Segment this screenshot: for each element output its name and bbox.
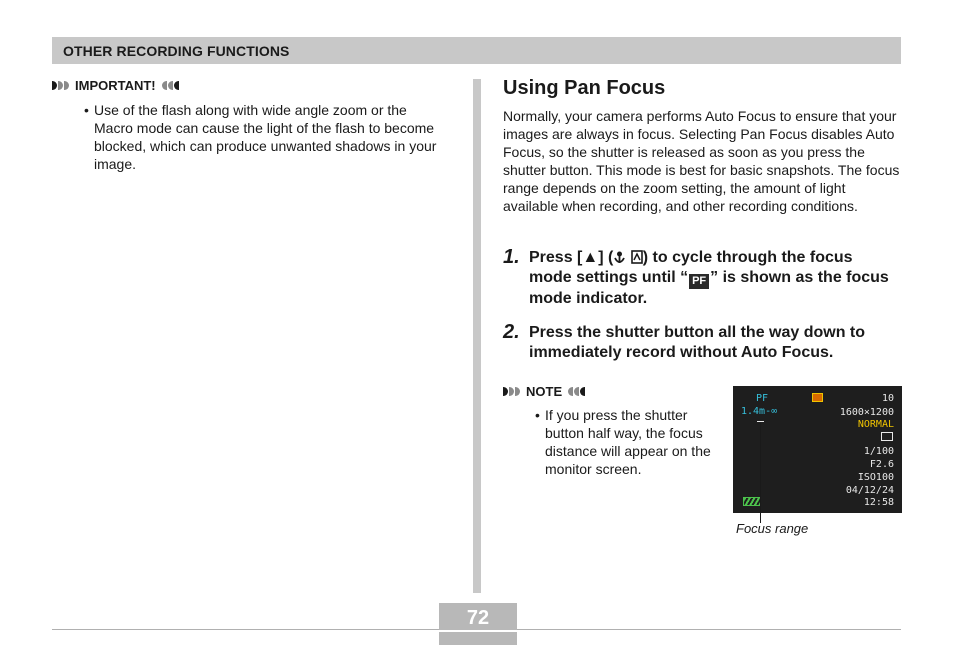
- column-divider: [473, 79, 481, 593]
- flash-mode-icon: [812, 393, 823, 402]
- step-1-text-b: ) to cycle through the focus mode settings until “: [529, 249, 853, 286]
- marker-right-icon: [503, 387, 520, 396]
- date-readout: 04/12/24: [845, 485, 894, 496]
- step-1-text: [529, 248, 899, 309]
- important-heading: [52, 78, 179, 93]
- step-2-number: 2.: [503, 321, 520, 343]
- bullet-glyph: •: [84, 102, 89, 118]
- focus-mode-indicator: PF: [756, 393, 769, 404]
- step-1-text-a: Press [▲] (: [529, 249, 614, 266]
- page-box-divider: [439, 630, 517, 632]
- metering-icon: [881, 432, 893, 441]
- macro-flower-icon: [613, 250, 626, 264]
- important-bullet: [84, 101, 444, 173]
- pan-focus-icon: PF: [689, 274, 709, 289]
- image-quality: NORMAL: [857, 419, 894, 430]
- focus-range-readout: 1.4m-∞: [741, 406, 778, 417]
- shutter-speed: 1/100: [863, 446, 894, 457]
- note-heading: [503, 384, 585, 399]
- note-text: If you press the shutter button half way, the focus distance will appear on the monitor screen.: [545, 407, 711, 477]
- marker-left-icon: [162, 81, 179, 90]
- manual-focus-icon: [631, 250, 643, 264]
- page-number-box: [439, 603, 517, 645]
- focus-range-callout-tick: [757, 421, 764, 422]
- battery-icon: [743, 497, 761, 506]
- section-header-title: OTHER RECORDING FUNCTIONS: [63, 43, 290, 59]
- shots-remaining: 10: [881, 393, 894, 404]
- figure-caption: Focus range: [736, 521, 809, 536]
- iso-setting: ISO100: [857, 472, 894, 483]
- step-1-text-c: ” is shown as the focus mode indicator.: [529, 269, 889, 307]
- important-text: Use of the flash along with wide angle zoom or the Macro mode can cause the light of the flash to become blocked, which can produce unwanted shadows in your image.: [94, 102, 437, 172]
- image-size: 1600×1200: [839, 407, 894, 418]
- camera-monitor-screen: [733, 386, 902, 513]
- marker-right-icon: [52, 81, 69, 90]
- aperture-value: F2.6: [869, 459, 894, 470]
- section-title: Using Pan Focus: [503, 77, 666, 99]
- note-bullet: [535, 406, 725, 478]
- section-header: [52, 37, 901, 64]
- important-label: IMPORTANT!: [75, 78, 156, 93]
- step-2-text: Press the shutter button all the way down to immediately record without Auto Focus.: [529, 324, 866, 361]
- page-number: 72: [466, 607, 490, 629]
- marker-left-icon: [568, 387, 585, 396]
- focus-range-callout-line: [760, 421, 761, 523]
- note-label: NOTE: [526, 384, 563, 399]
- step-1-number: 1.: [503, 246, 520, 268]
- time-readout: 12:58: [863, 497, 894, 508]
- intro-paragraph: Normally, your camera performs Auto Focus to ensure that your images are always in focus. Selecting Pan Focus disables Auto Focus, so the shutter is released as soon as you press the shutter button. This mode is best for basic snapshots. The focus range depends on the zoom setting, the amount of light available when recording, and other recording conditions.: [503, 108, 900, 214]
- bullet-glyph: •: [535, 407, 540, 423]
